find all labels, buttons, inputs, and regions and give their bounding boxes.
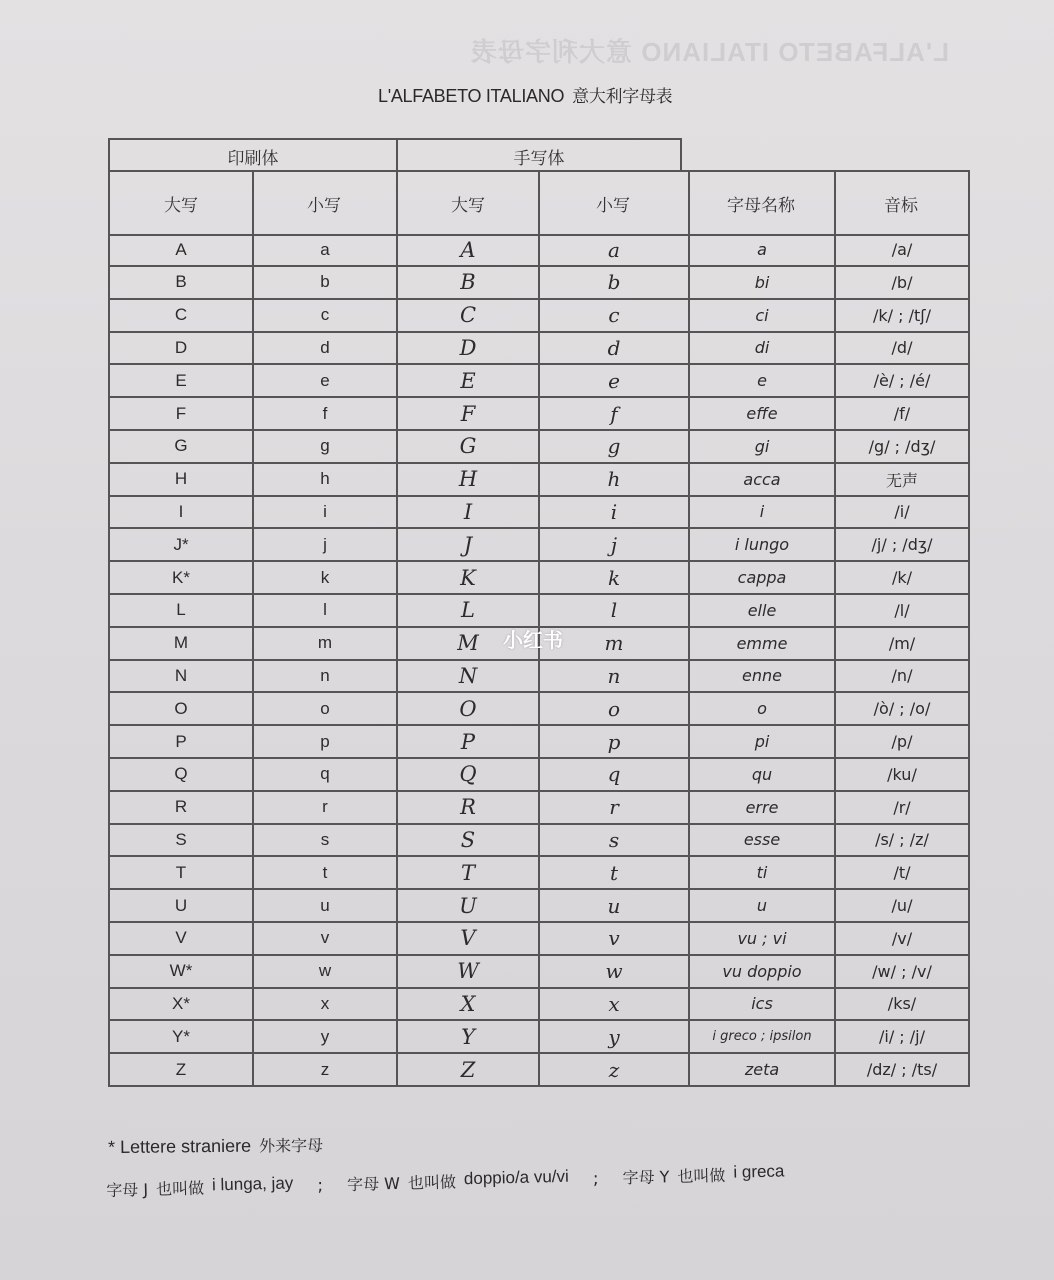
- hand-lower-cell: f: [538, 398, 688, 431]
- print-lower-cell: m: [252, 628, 396, 661]
- table-row: [108, 398, 970, 431]
- table-row: [108, 464, 970, 497]
- table-row: [108, 923, 970, 956]
- letter-name-cell: esse: [688, 824, 834, 857]
- hand-lower-cell: w: [538, 956, 688, 989]
- letter-name-cell: a: [688, 234, 834, 267]
- letter-name-cell: u: [688, 890, 834, 923]
- print-lower-cell: n: [252, 660, 396, 693]
- print-upper-cell: F: [108, 398, 252, 431]
- hand-upper-cell: I: [396, 496, 538, 529]
- col-header-letter-name: 字母名称: [688, 170, 836, 236]
- hand-upper-cell: K: [396, 562, 538, 595]
- ipa-cell: /k/: [834, 562, 970, 595]
- print-lower-cell: x: [252, 988, 396, 1021]
- alias-separator: ;: [317, 1175, 324, 1196]
- col-header-hand-lower: 小写: [538, 170, 690, 236]
- table-row: [108, 857, 970, 890]
- print-upper-cell: X*: [108, 988, 252, 1021]
- table-row: [108, 956, 970, 989]
- print-lower-cell: v: [252, 923, 396, 956]
- hand-upper-cell: V: [396, 923, 538, 956]
- alias-separator: ;: [592, 1168, 599, 1190]
- print-lower-cell: h: [252, 464, 396, 497]
- hand-lower-cell: b: [538, 267, 688, 300]
- print-lower-cell: y: [252, 1021, 396, 1054]
- letter-name-cell: o: [688, 693, 834, 726]
- print-lower-cell: i: [252, 496, 396, 529]
- hand-lower-cell: z: [538, 1054, 688, 1087]
- letter-name-cell: enne: [688, 660, 834, 693]
- letter-name-cell: bi: [688, 267, 834, 300]
- print-lower-cell: z: [252, 1054, 396, 1087]
- ipa-cell: /l/: [834, 595, 970, 628]
- ipa-cell: /g/ ; /dʒ/: [834, 431, 970, 464]
- alias-note-y: 字母 Y 也叫做 i greca: [622, 1161, 785, 1188]
- hand-lower-cell: q: [538, 759, 688, 792]
- ipa-cell: /b/: [834, 267, 970, 300]
- hand-upper-cell: H: [396, 464, 538, 497]
- table-row: [108, 824, 970, 857]
- hand-upper-cell: J: [396, 529, 538, 562]
- letter-name-cell: erre: [688, 792, 834, 825]
- print-upper-cell: R: [108, 792, 252, 825]
- ipa-cell: 无声: [834, 464, 970, 497]
- table-row: [108, 759, 970, 792]
- hand-lower-cell: c: [538, 300, 688, 333]
- hand-upper-cell: F: [396, 398, 538, 431]
- ipa-cell: /t/: [834, 857, 970, 890]
- print-upper-cell: D: [108, 332, 252, 365]
- letter-name-cell: ti: [688, 857, 834, 890]
- table-row: [108, 1021, 970, 1054]
- print-upper-cell: S: [108, 824, 252, 857]
- footnote-chinese: 外来字母: [258, 1135, 324, 1156]
- letter-name-cell: i lungo: [688, 529, 834, 562]
- hand-upper-cell: G: [396, 431, 538, 464]
- hand-upper-cell: R: [396, 792, 538, 825]
- hand-lower-cell: t: [538, 857, 688, 890]
- print-upper-cell: A: [108, 234, 252, 267]
- col-header-hand-upper: 大写: [396, 170, 540, 236]
- hand-lower-cell: o: [538, 693, 688, 726]
- ipa-cell: /n/: [834, 660, 970, 693]
- col-header-print-lower: 小写: [252, 170, 398, 236]
- hand-upper-cell: N: [396, 660, 538, 693]
- alias-note-w: 字母 W 也叫做 doppio/a vu/vi: [346, 1166, 570, 1195]
- ipa-cell: /k/ ; /tʃ/: [834, 300, 970, 333]
- print-lower-cell: c: [252, 300, 396, 333]
- print-lower-cell: d: [252, 332, 396, 365]
- letter-name-cell: i greco ; ipsilon: [688, 1021, 834, 1054]
- alias-note-j: 字母 J 也叫做 i lunga, jay: [106, 1173, 294, 1200]
- ipa-cell: /dz/ ; /ts/: [834, 1054, 970, 1087]
- hand-upper-cell: Q: [396, 759, 538, 792]
- letter-name-cell: elle: [688, 595, 834, 628]
- print-lower-cell: t: [252, 857, 396, 890]
- table-row: [108, 726, 970, 759]
- hand-upper-cell: P: [396, 726, 538, 759]
- hand-lower-cell: u: [538, 890, 688, 923]
- print-upper-cell: M: [108, 628, 252, 661]
- print-upper-cell: H: [108, 464, 252, 497]
- print-upper-cell: Y*: [108, 1021, 252, 1054]
- letter-name-cell: emme: [688, 628, 834, 661]
- table-row: [108, 562, 970, 595]
- ipa-cell: /p/: [834, 726, 970, 759]
- title-chinese: 意大利字母表: [572, 87, 673, 107]
- print-upper-cell: C: [108, 300, 252, 333]
- print-lower-cell: j: [252, 529, 396, 562]
- letter-name-cell: ci: [688, 300, 834, 333]
- ipa-cell: /r/: [834, 792, 970, 825]
- print-upper-cell: G: [108, 431, 252, 464]
- hand-upper-cell: W: [396, 956, 538, 989]
- hand-lower-cell: a: [538, 234, 688, 267]
- print-upper-cell: Q: [108, 759, 252, 792]
- print-upper-cell: L: [108, 595, 252, 628]
- hand-upper-cell: C: [396, 300, 538, 333]
- print-lower-cell: o: [252, 693, 396, 726]
- table-row: [108, 1054, 970, 1087]
- letter-name-cell: gi: [688, 431, 834, 464]
- hand-upper-cell: Z: [396, 1054, 538, 1087]
- print-upper-cell: V: [108, 923, 252, 956]
- hand-upper-cell: E: [396, 365, 538, 398]
- print-lower-cell: e: [252, 365, 396, 398]
- ipa-cell: /ks/: [834, 988, 970, 1021]
- col-header-ipa: 音标: [834, 170, 970, 236]
- print-lower-cell: k: [252, 562, 396, 595]
- hand-upper-cell: D: [396, 332, 538, 365]
- letter-name-cell: vu doppio: [688, 956, 834, 989]
- print-upper-cell: P: [108, 726, 252, 759]
- hand-upper-cell: X: [396, 988, 538, 1021]
- table-row: [108, 496, 970, 529]
- print-lower-cell: l: [252, 595, 396, 628]
- table-row: [108, 267, 970, 300]
- hand-upper-cell: S: [396, 824, 538, 857]
- letter-name-cell: e: [688, 365, 834, 398]
- table-row: [108, 234, 970, 267]
- hand-upper-cell: O: [396, 693, 538, 726]
- hand-lower-cell: m: [538, 628, 688, 661]
- letter-name-cell: effe: [688, 398, 834, 431]
- print-lower-cell: w: [252, 956, 396, 989]
- hand-upper-cell: U: [396, 890, 538, 923]
- ipa-cell: /è/ ; /é/: [834, 365, 970, 398]
- ipa-cell: /a/: [834, 234, 970, 267]
- hand-lower-cell: d: [538, 332, 688, 365]
- print-lower-cell: f: [252, 398, 396, 431]
- hand-upper-cell: B: [396, 267, 538, 300]
- hand-upper-cell: A: [396, 234, 538, 267]
- print-upper-cell: N: [108, 660, 252, 693]
- hand-lower-cell: x: [538, 988, 688, 1021]
- print-upper-cell: J*: [108, 529, 252, 562]
- hand-lower-cell: p: [538, 726, 688, 759]
- table-row: [108, 365, 970, 398]
- letter-name-cell: vu ; vi: [688, 923, 834, 956]
- letter-name-cell: zeta: [688, 1054, 834, 1087]
- ipa-cell: /u/: [834, 890, 970, 923]
- letter-name-cell: i: [688, 496, 834, 529]
- letter-name-cell: cappa: [688, 562, 834, 595]
- hand-lower-cell: i: [538, 496, 688, 529]
- print-upper-cell: U: [108, 890, 252, 923]
- print-lower-cell: s: [252, 824, 396, 857]
- hand-lower-cell: r: [538, 792, 688, 825]
- print-lower-cell: r: [252, 792, 396, 825]
- table-row: [108, 300, 970, 333]
- hand-upper-cell: Y: [396, 1021, 538, 1054]
- letter-name-cell: di: [688, 332, 834, 365]
- print-upper-cell: E: [108, 365, 252, 398]
- ipa-cell: /v/: [834, 923, 970, 956]
- title-latin: L'ALFABETO ITALIANO: [378, 86, 565, 106]
- ipa-cell: /w/ ; /v/: [834, 956, 970, 989]
- print-lower-cell: p: [252, 726, 396, 759]
- ipa-cell: /ku/: [834, 759, 970, 792]
- table-row: [108, 988, 970, 1021]
- table-row: [108, 890, 970, 923]
- table-row: [108, 595, 970, 628]
- ipa-cell: /m/: [834, 628, 970, 661]
- table-row: [108, 792, 970, 825]
- hand-upper-cell: L: [396, 595, 538, 628]
- hand-lower-cell: n: [538, 660, 688, 693]
- print-lower-cell: b: [252, 267, 396, 300]
- table-row: [108, 660, 970, 693]
- hand-lower-cell: s: [538, 824, 688, 857]
- print-upper-cell: O: [108, 693, 252, 726]
- table-row: [108, 431, 970, 464]
- bleed-through-text: L'ALFABETO ITALIANO 意大利字母表: [470, 37, 949, 67]
- hand-lower-cell: v: [538, 923, 688, 956]
- ipa-cell: /ò/ ; /o/: [834, 693, 970, 726]
- hand-lower-cell: j: [538, 529, 688, 562]
- ipa-cell: /f/: [834, 398, 970, 431]
- print-lower-cell: u: [252, 890, 396, 923]
- print-upper-cell: B: [108, 267, 252, 300]
- col-header-print-upper: 大写: [108, 170, 254, 236]
- print-upper-cell: I: [108, 496, 252, 529]
- table-row: [108, 693, 970, 726]
- ipa-cell: /i/: [834, 496, 970, 529]
- print-lower-cell: a: [252, 234, 396, 267]
- hand-lower-cell: e: [538, 365, 688, 398]
- hand-upper-cell: T: [396, 857, 538, 890]
- footnote-latin: * Lettere straniere: [107, 1135, 252, 1158]
- hand-upper-cell: M: [396, 628, 538, 661]
- group-header-handwritten: 手写体: [396, 138, 682, 172]
- ipa-cell: /j/ ; /dʒ/: [834, 529, 970, 562]
- print-upper-cell: Z: [108, 1054, 252, 1087]
- hand-lower-cell: y: [538, 1021, 688, 1054]
- hand-lower-cell: g: [538, 431, 688, 464]
- hand-lower-cell: h: [538, 464, 688, 497]
- hand-lower-cell: l: [538, 595, 688, 628]
- hand-lower-cell: k: [538, 562, 688, 595]
- group-header-print: 印刷体: [108, 138, 398, 172]
- print-upper-cell: K*: [108, 562, 252, 595]
- ipa-cell: /s/ ; /z/: [834, 824, 970, 857]
- ipa-cell: /d/: [834, 332, 970, 365]
- watermark: 小红书: [503, 628, 563, 652]
- table-row: [108, 529, 970, 562]
- print-upper-cell: W*: [108, 956, 252, 989]
- letter-name-cell: pi: [688, 726, 834, 759]
- table-row: [108, 332, 970, 365]
- print-upper-cell: T: [108, 857, 252, 890]
- letter-name-cell: qu: [688, 759, 834, 792]
- print-lower-cell: g: [252, 431, 396, 464]
- footnote: [108, 1133, 323, 1158]
- ipa-cell: /i/ ; /j/: [834, 1021, 970, 1054]
- letter-name-cell: acca: [688, 464, 834, 497]
- print-lower-cell: q: [252, 759, 396, 792]
- letter-name-cell: ics: [688, 988, 834, 1021]
